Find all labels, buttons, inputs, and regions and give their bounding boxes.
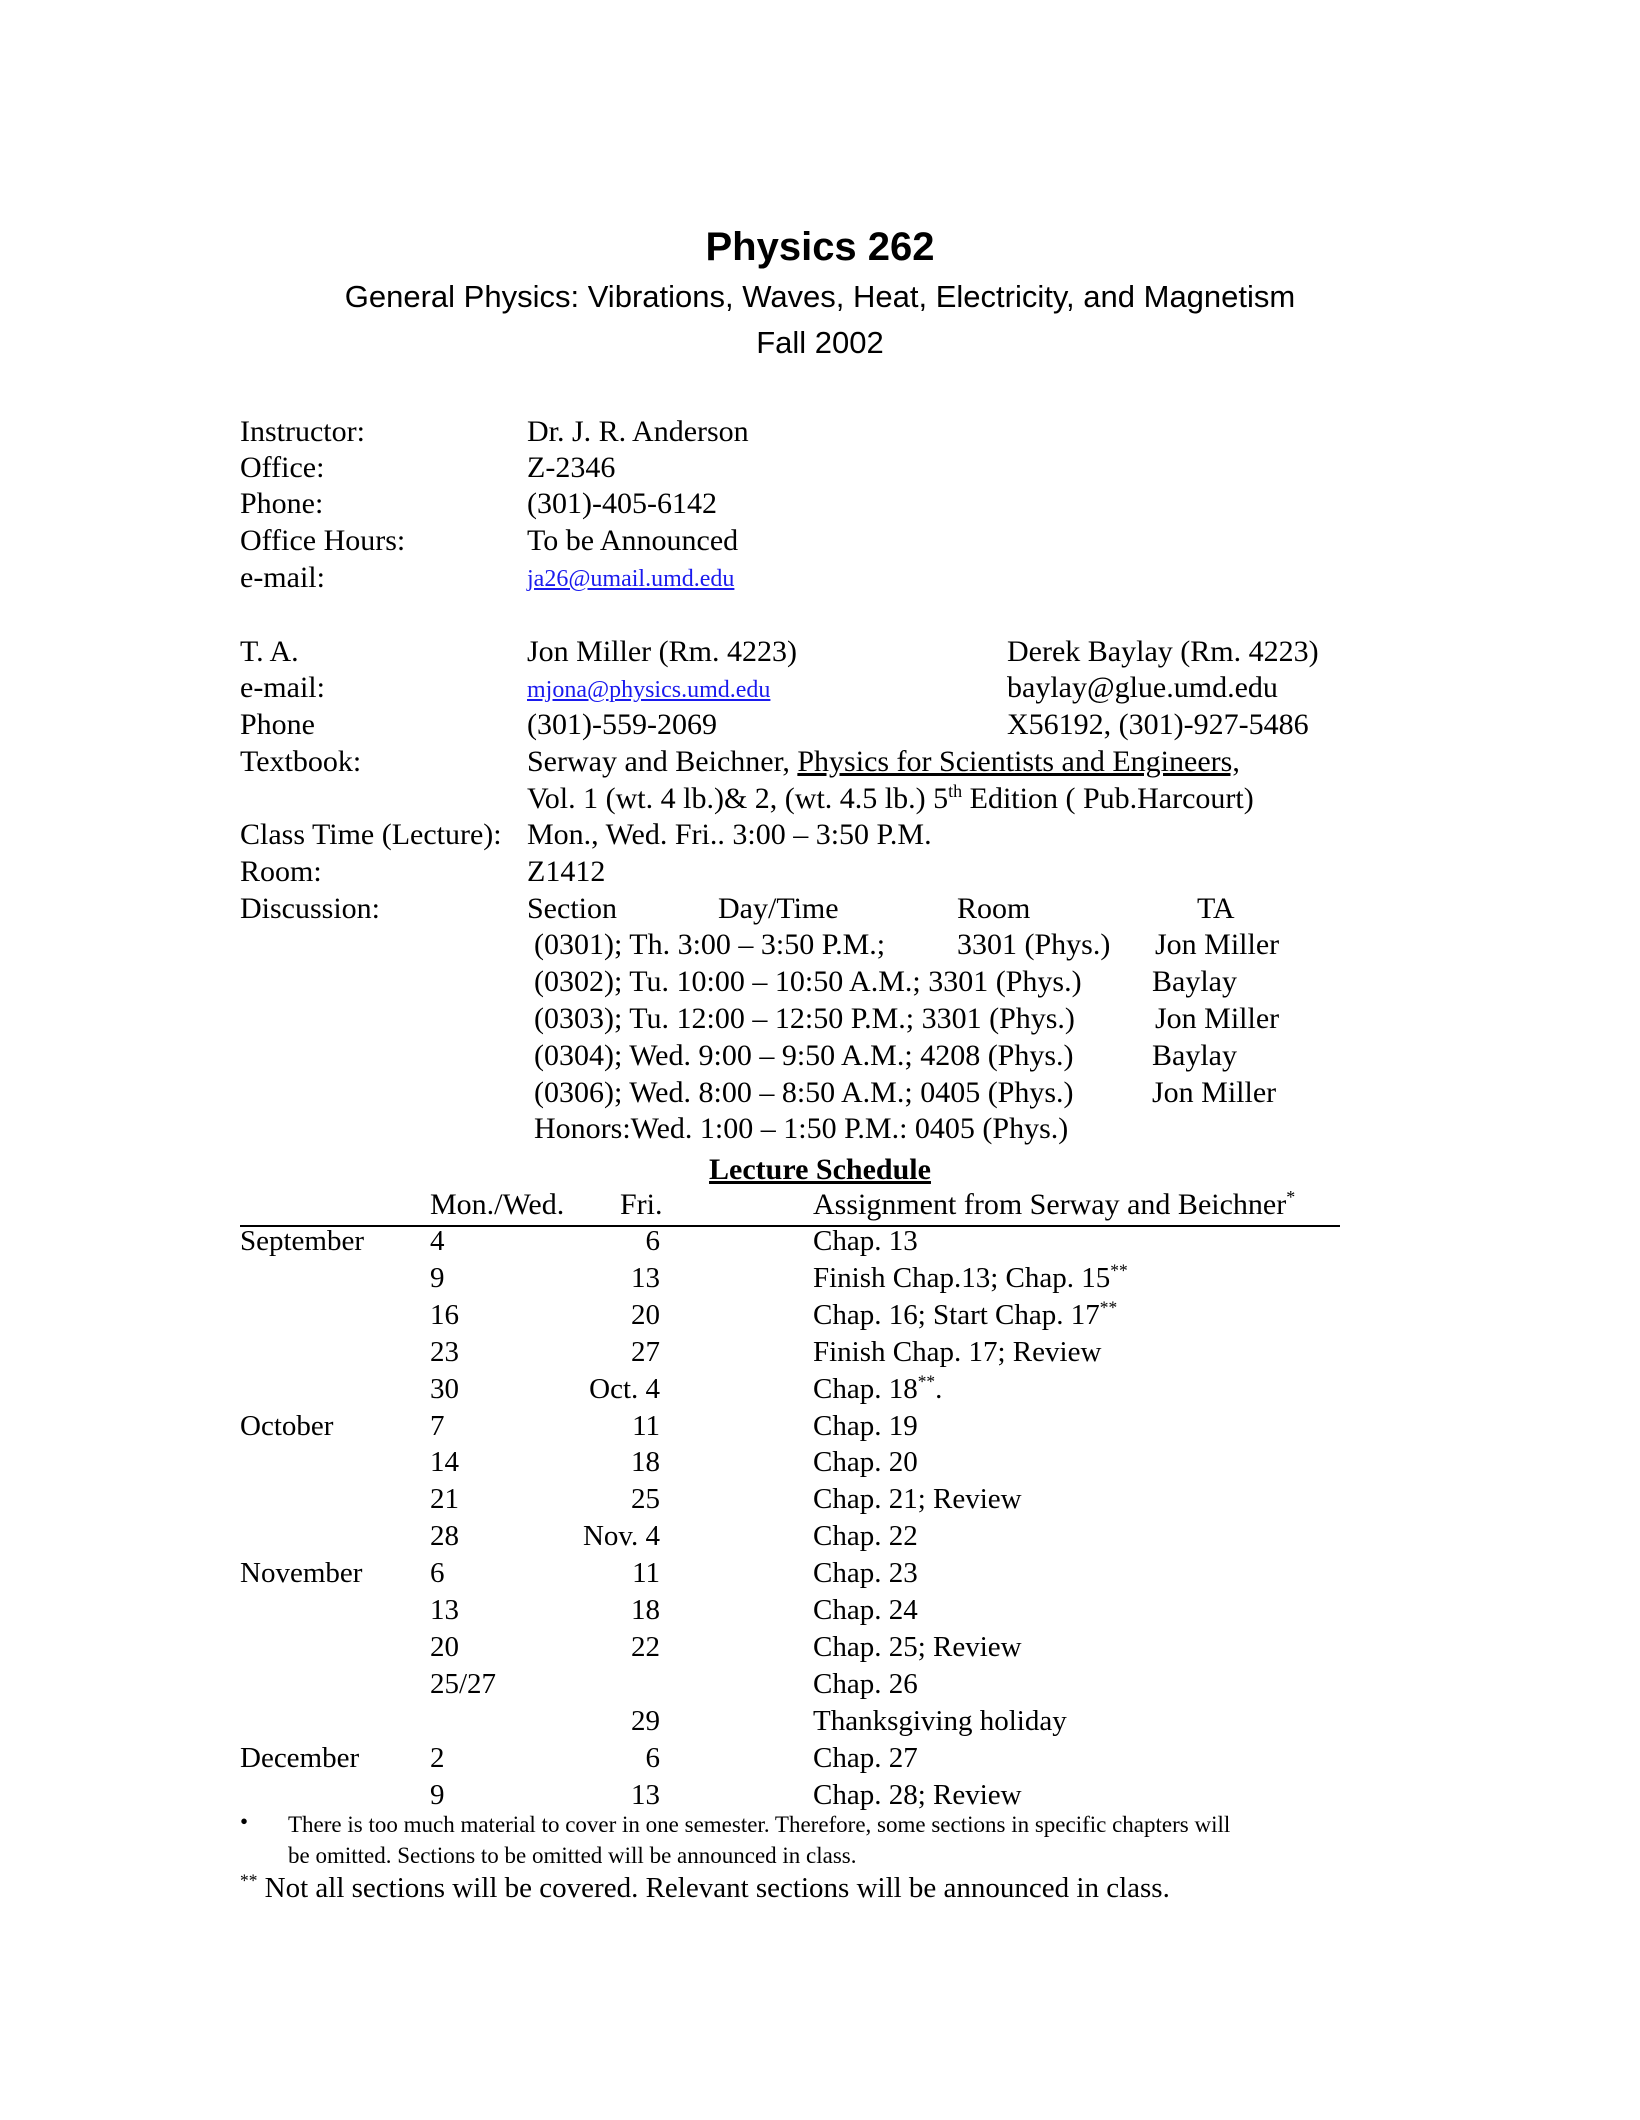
footnote-2-text: Not all sections will be covered. Relevant sections will be announced in class. — [257, 1872, 1170, 1904]
schedule-assignment-text: Chap. 24 — [813, 1594, 918, 1626]
schedule-monwed-date: 21 — [430, 1483, 459, 1515]
schedule-heading-text: Lecture Schedule — [709, 1153, 931, 1186]
disc-header-daytime: Day/Time — [718, 892, 839, 925]
schedule-monwed-date: 6 — [430, 1557, 445, 1589]
label-ta: T. A. — [240, 635, 299, 668]
schedule-assignment-text: Thanksgiving holiday — [813, 1705, 1067, 1737]
schedule-monwed-date: 25/27 — [430, 1668, 497, 1700]
disc-header-room: Room — [957, 892, 1031, 925]
footnote-2-mark: ** — [240, 1870, 258, 1891]
schedule-monwed-date: 9 — [430, 1779, 445, 1811]
schedule-month: December — [240, 1742, 360, 1774]
schedule-assignment-text: Chap. 18 — [813, 1373, 918, 1405]
schedule-assignment — [813, 1705, 1067, 1738]
textbook-authors: Serway and Beichner, — [527, 745, 798, 778]
schedule-assignment — [813, 1594, 918, 1627]
schedule-assignment-text: Chap. 28; Review — [813, 1779, 1022, 1811]
schedule-header-rule — [240, 1225, 1340, 1227]
class-room: Z1412 — [527, 855, 606, 888]
schedule-assignment — [813, 1557, 918, 1590]
ta1-phone: (301)-559-2069 — [527, 708, 717, 741]
disc-row-text: (0302); Tu. 10:00 – 10:50 A.M.; 3301 (Phys.) — [534, 965, 1082, 998]
schedule-assignment — [813, 1520, 918, 1553]
schedule-monwed-date: 16 — [430, 1299, 459, 1331]
schedule-monwed-date: 7 — [430, 1410, 445, 1442]
label-office: Office: — [240, 451, 325, 484]
schedule-monwed-date: 30 — [430, 1373, 459, 1405]
disc-row-text: Honors:Wed. 1:00 – 1:50 P.M.: 0405 (Phys.) — [534, 1112, 1069, 1145]
label-discussion: Discussion: — [240, 892, 381, 925]
instructor-email-link[interactable]: ja26@umail.umd.edu — [527, 566, 735, 592]
schedule-col-monwed: Mon./Wed. — [430, 1188, 565, 1221]
schedule-monwed-date: 28 — [430, 1520, 459, 1552]
schedule-fri-date: Oct. 4 — [589, 1373, 660, 1405]
schedule-assignment — [813, 1299, 1117, 1332]
schedule-assignment — [813, 1668, 918, 1701]
schedule-fri-date: 29 — [631, 1705, 660, 1737]
schedule-assignment — [813, 1631, 1022, 1664]
instructor-office-hours: To be Announced — [527, 524, 739, 557]
schedule-month: October — [240, 1410, 334, 1442]
label-phone: Phone: — [240, 487, 324, 520]
footnote-1-line2: be omitted. Sections to be omitted will be announced in class. — [288, 1843, 857, 1868]
schedule-monwed-date: 20 — [430, 1631, 459, 1663]
schedule-col-assignment-text: Assignment from Serway and Beichner — [813, 1188, 1287, 1221]
label-ta-email: e-mail: — [240, 671, 325, 704]
schedule-assignment-text: Chap. 21; Review — [813, 1483, 1022, 1515]
instructor-name: Dr. J. R. Anderson — [527, 415, 749, 448]
schedule-assignment-text: Finish Chap. 17; Review — [813, 1336, 1102, 1368]
schedule-assignment-text: Chap. 19 — [813, 1410, 918, 1442]
schedule-fri-date: 13 — [631, 1779, 660, 1811]
schedule-fri-date: 27 — [631, 1336, 660, 1368]
footnote-2 — [240, 1872, 1170, 1905]
disc-row-text: (0301); Th. 3:00 – 3:50 P.M.; — [534, 928, 886, 961]
schedule-col-assignment-mark: * — [1286, 1187, 1296, 1207]
schedule-col-fri: Fri. — [620, 1188, 663, 1221]
class-time: Mon., Wed. Fri.. 3:00 – 3:50 P.M. — [527, 818, 932, 851]
schedule-assignment — [813, 1779, 1022, 1812]
schedule-fri-date: 25 — [631, 1483, 660, 1515]
ta2-name: Derek Baylay (Rm. 4223) — [1007, 635, 1319, 668]
schedule-fri-date: 11 — [632, 1410, 660, 1442]
course-term: Fall 2002 — [756, 325, 884, 360]
schedule-fri-date: 22 — [631, 1631, 660, 1663]
schedule-assignment-mark: ** — [1099, 1297, 1118, 1318]
footnote-1-line1: There is too much material to cover in one semester. Therefore, some sections in specific chapters will — [288, 1812, 1231, 1837]
schedule-assignment — [813, 1483, 1022, 1516]
page-title: Physics 262 — [705, 225, 935, 269]
textbook-volumes: Vol. 1 (wt. 4 lb.)& 2, (wt. 4.5 lb.) 5 — [527, 782, 949, 815]
schedule-assignment-mark: ** — [1110, 1260, 1128, 1281]
disc-row-ta: Baylay — [1152, 1039, 1237, 1072]
schedule-assignment-text: Finish Chap.13; Chap. 15 — [813, 1262, 1111, 1294]
textbook-line2 — [527, 782, 1254, 816]
label-email: e-mail: — [240, 561, 325, 594]
disc-row-text: (0306); Wed. 8:00 – 8:50 A.M.; 0405 (Phys.) — [534, 1076, 1074, 1109]
schedule-fri-date: 20 — [631, 1299, 660, 1331]
schedule-assignment-text: Chap. 20 — [813, 1446, 918, 1478]
schedule-monwed-date: 2 — [430, 1742, 445, 1774]
schedule-assignment — [813, 1336, 1101, 1369]
schedule-fri-date: 11 — [632, 1557, 660, 1589]
schedule-assignment — [813, 1410, 918, 1443]
schedule-fri-date: Nov. 4 — [582, 1520, 660, 1552]
schedule-assignment — [813, 1373, 942, 1406]
label-textbook: Textbook: — [240, 745, 362, 778]
disc-row-ta: Baylay — [1152, 965, 1237, 998]
schedule-assignment-text: Chap. 22 — [813, 1520, 918, 1552]
schedule-monwed-date: 13 — [430, 1594, 459, 1626]
schedule-assignment-text: Chap. 26 — [813, 1668, 918, 1700]
schedule-month: November — [240, 1557, 363, 1589]
label-instructor: Instructor: — [240, 415, 365, 448]
disc-row-text: (0303); Tu. 12:00 – 12:50 P.M.; 3301 (Phys.) — [534, 1002, 1075, 1035]
ta2-phone: X56192, (301)-927-5486 — [1007, 708, 1309, 741]
disc-row-ta: Jon Miller — [1155, 928, 1280, 961]
disc-row-text: (0304); Wed. 9:00 – 9:50 A.M.; 4208 (Phys.) — [534, 1039, 1074, 1072]
schedule-monwed-date: 9 — [430, 1262, 445, 1294]
schedule-fri-date: 6 — [645, 1742, 660, 1774]
disc-row-room: 3301 (Phys.) — [957, 928, 1111, 961]
schedule-assignment-text: Chap. 23 — [813, 1557, 918, 1589]
schedule-assignment-text: Chap. 16; Start Chap. 17 — [813, 1299, 1100, 1331]
disc-header-section: Section — [527, 892, 617, 925]
schedule-assignment — [813, 1225, 918, 1258]
schedule-month: September — [240, 1225, 365, 1257]
schedule-assignment — [813, 1262, 1128, 1295]
schedule-assignment — [813, 1742, 918, 1775]
schedule-col-assignment — [813, 1188, 1295, 1222]
textbook-title: Physics for Scientists and Engineers, — [797, 745, 1240, 778]
schedule-fri-date: 18 — [631, 1446, 660, 1478]
instructor-phone: (301)-405-6142 — [527, 487, 717, 520]
schedule-assignment-suffix: . — [935, 1373, 943, 1405]
schedule-fri-date: 6 — [645, 1225, 660, 1257]
schedule-assignment-text: Chap. 27 — [813, 1742, 918, 1774]
label-ta-phone: Phone — [240, 708, 315, 741]
schedule-assignment-mark: ** — [917, 1371, 936, 1392]
textbook-line1 — [527, 745, 1240, 779]
disc-row-ta: Jon Miller — [1155, 1002, 1280, 1035]
label-office-hours: Office Hours: — [240, 524, 406, 557]
schedule-monwed-date: 4 — [430, 1225, 445, 1257]
disc-header-ta: TA — [1197, 892, 1235, 925]
schedule-assignment-text: Chap. 25; Review — [813, 1631, 1022, 1663]
schedule-monwed-date: 14 — [430, 1446, 459, 1478]
label-room: Room: — [240, 855, 322, 888]
ta1-name: Jon Miller (Rm. 4223) — [527, 635, 797, 668]
instructor-office: Z-2346 — [527, 451, 616, 484]
schedule-assignment — [813, 1446, 918, 1479]
course-subtitle: General Physics: Vibrations, Waves, Heat, Electricity, and Magnetism — [344, 279, 1296, 314]
ta2-email: baylay@glue.umd.edu — [1007, 671, 1278, 704]
schedule-monwed-date: 23 — [430, 1336, 459, 1368]
schedule-fri-date: 13 — [631, 1262, 660, 1294]
schedule-fri-date: 18 — [631, 1594, 660, 1626]
edition-superscript: th — [948, 781, 963, 801]
disc-row-ta: Jon Miller — [1152, 1076, 1277, 1109]
footnote-bullet: • — [240, 1809, 249, 1834]
schedule-assignment-text: Chap. 13 — [813, 1225, 918, 1257]
label-class-time: Class Time (Lecture): — [240, 818, 502, 851]
textbook-edition: Edition ( Pub.Harcourt) — [962, 782, 1254, 815]
schedule-heading — [0, 1153, 1640, 1187]
ta1-email-link[interactable]: mjona@physics.umd.edu — [527, 677, 771, 703]
